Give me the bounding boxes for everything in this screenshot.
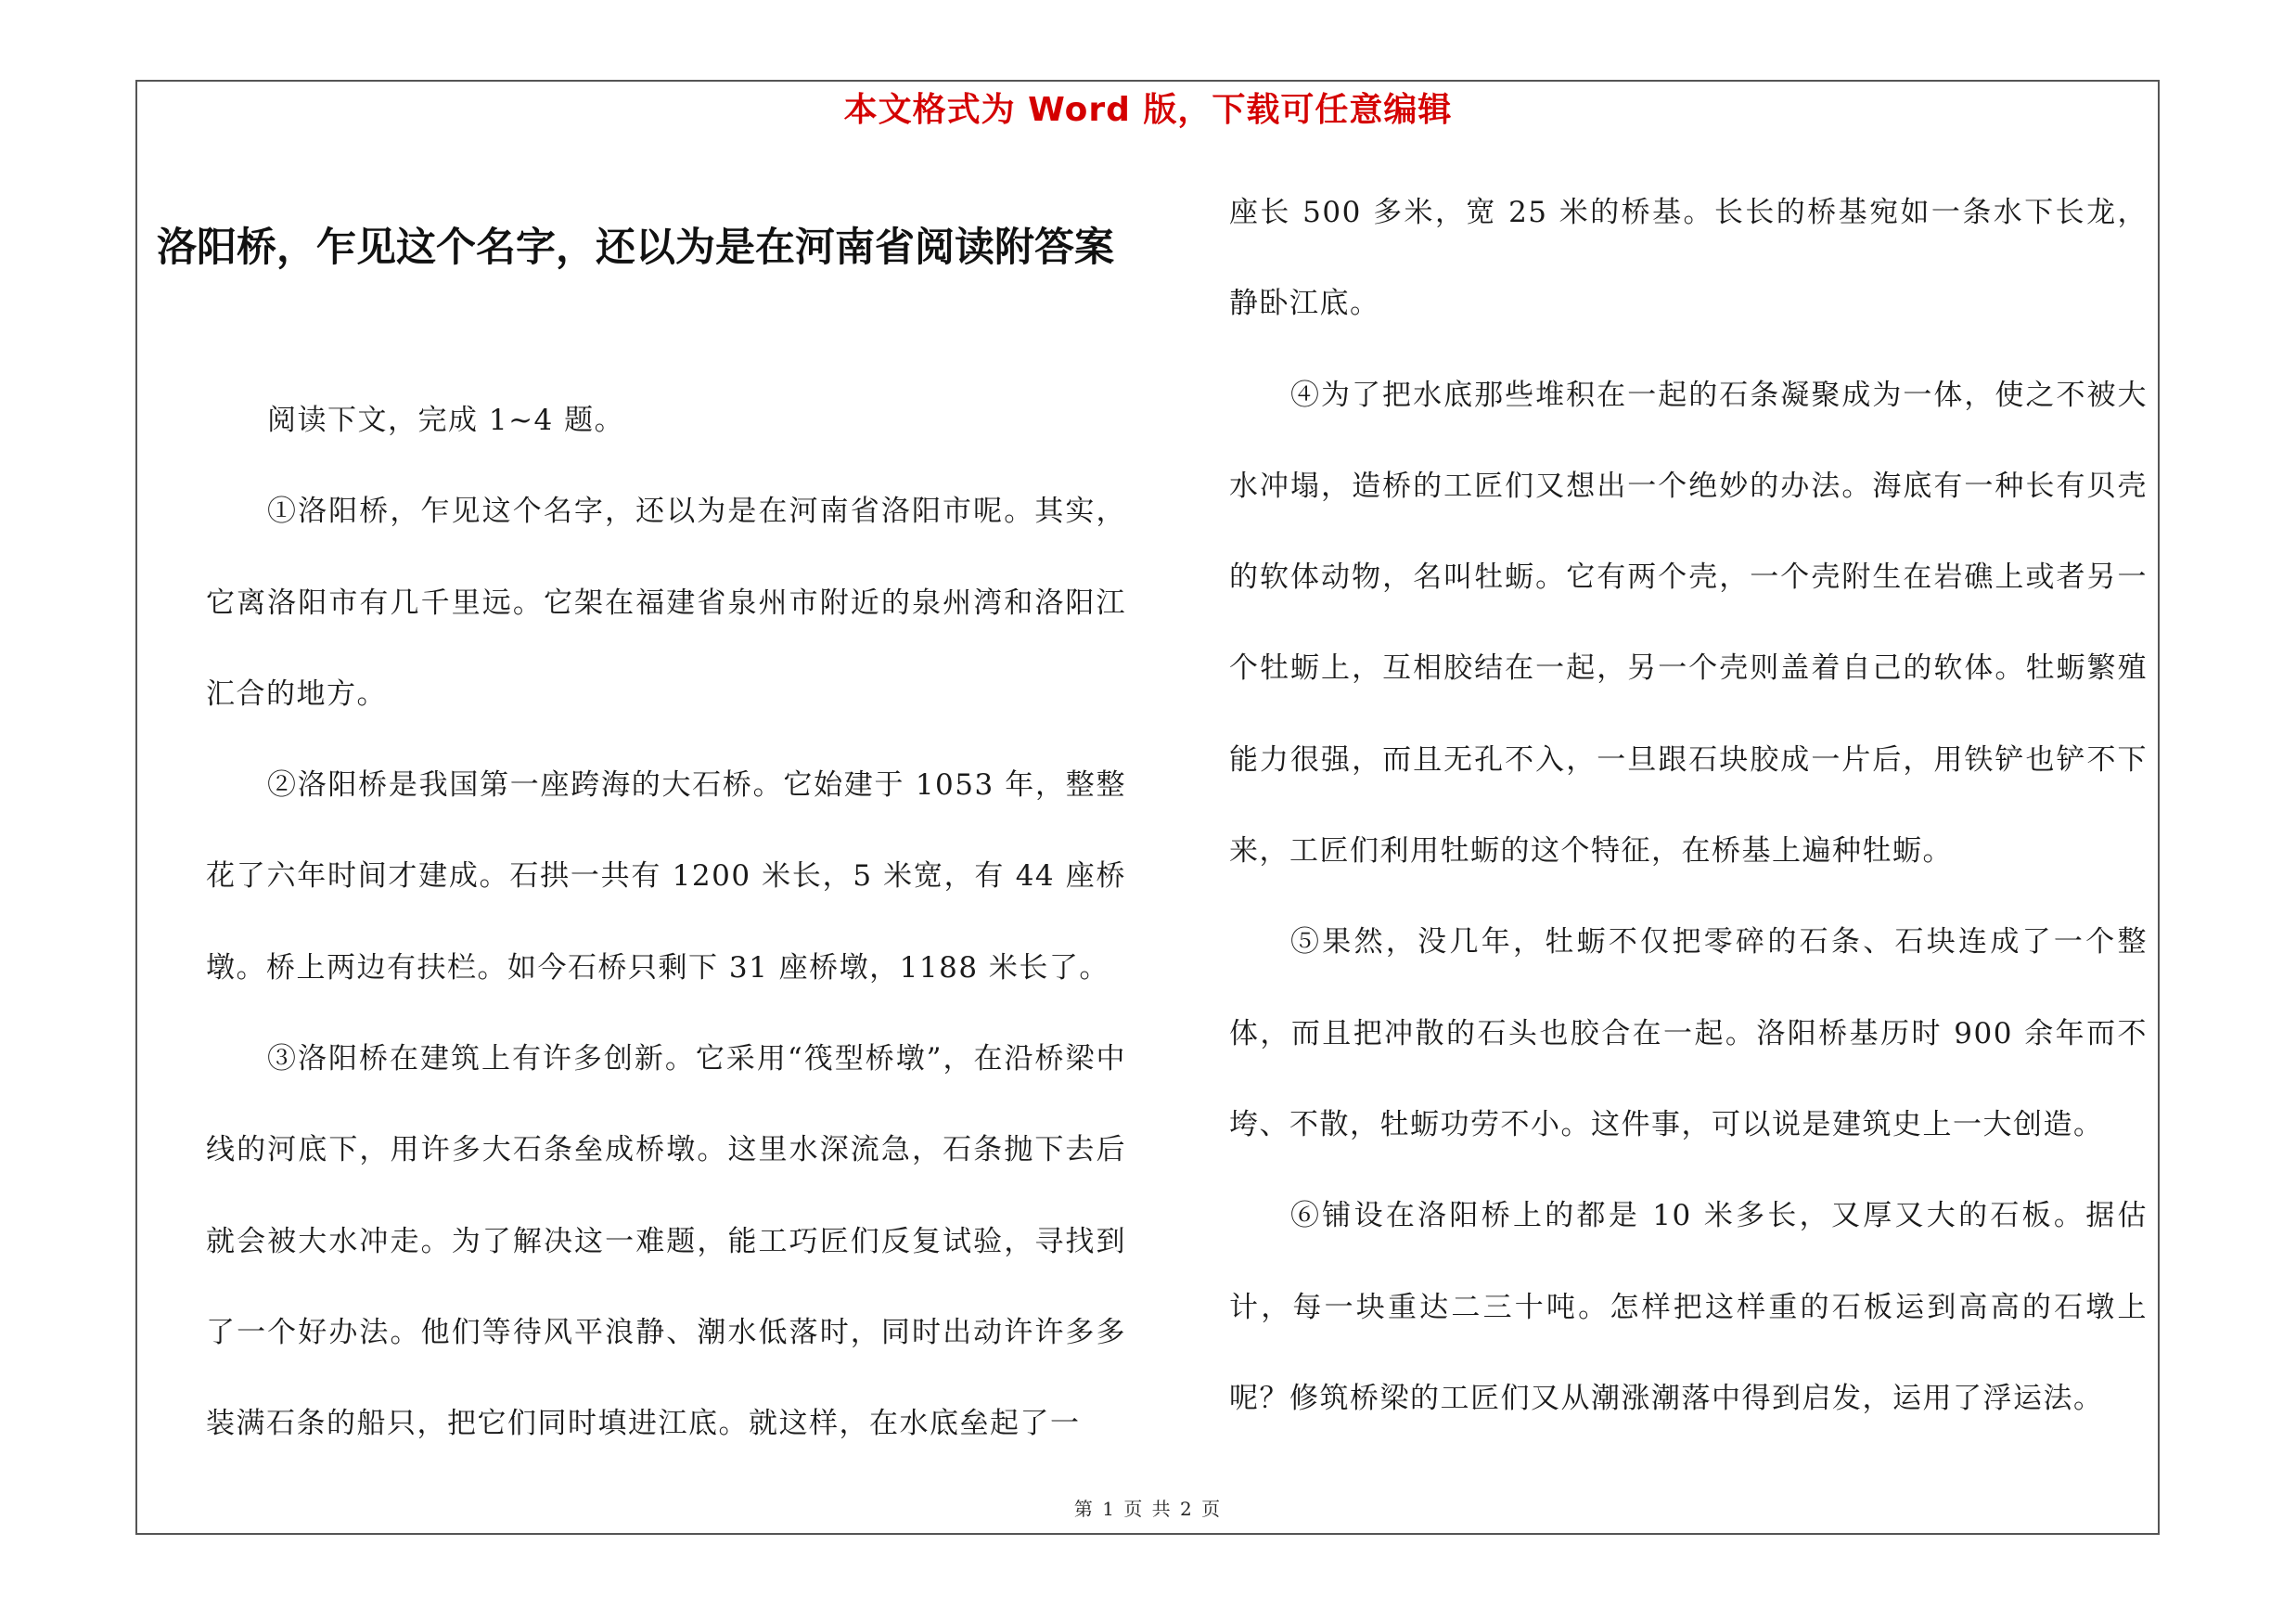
format-banner: 本文格式为 Word 版，下载可任意编辑	[843, 91, 1453, 129]
paragraph-3-continued: 座长 500 多米，宽 25 米的桥基。长长的桥基宛如一条水下长龙，静卧江底。	[1229, 196, 2148, 321]
instruction-paragraph: 阅读下文，完成 1~4 题。	[267, 404, 625, 437]
paragraph-2: ②洛阳桥是我国第一座跨海的大石桥。它始建于 1053 年，整整花了六年时间才建成。石拱一共有 1200 米长，5 米宽，有 44 座桥墩。桥上两边有扶栏。如今石桥只剩下 31 座桥墩，1188 米长了。	[206, 768, 1126, 985]
left-column	[206, 375, 1126, 1470]
paragraph-5: ⑤果然，没几年，牡蛎不仅把零碎的石条、石块连成了一个整体，而且把冲散的石头也胶合在一起。洛阳桥基历时 900 余年而不垮、不散，牡蛎功劳不小。这件事，可以说是建筑史上一大创造。	[1229, 925, 2148, 1141]
right-column	[1229, 167, 2148, 1444]
paragraph-3: ③洛阳桥在建筑上有许多创新。它采用“筏型桥墩”，在沿桥梁中线的河底下，用许多大石条垒成桥墩。这里水深流急，石条抛下去后就会被大水冲走。为了解决这一难题，能工巧匠们反复试验，寻找到了一个好办法。他们等待风平浪静、潮水低落时，同时出动许许多多装满石条的船只，把它们同时填进江底。就这样，在水底垒起了一	[206, 1042, 1126, 1441]
page-number: 第 1 页 共 2 页	[1073, 1498, 1223, 1520]
article-title: 洛阳桥，乍见这个名字，还以为是在河南省阅读附答案	[157, 225, 1114, 271]
paragraph-4: ④为了把水底那些堆积在一起的石条凝聚成为一体，使之不被大水冲塌，造桥的工匠们又想出一个绝妙的办法。海底有一种长有贝壳的软体动物，名叫牡蛎。它有两个壳，一个壳附生在岩礁上或者另一个牡蛎上，互相胶结在一起，另一个壳则盖着自己的软体。牡蛎繁殖能力很强，而且无孔不入，一旦跟石块胶成一片后，用铁铲也铲不下来，工匠们利用牡蛎的这个特征，在桥基上遍种牡蛎。	[1229, 378, 2148, 869]
paragraph-6: ⑥铺设在洛阳桥上的都是 10 米多长，又厚又大的石板。据估计，每一块重达二三十吨。怎样把这样重的石板运到高高的石墩上呢？修筑桥梁的工匠们又从潮涨潮落中得到启发，运用了浮运法。	[1229, 1199, 2148, 1415]
paragraph-1: ①洛阳桥，乍见这个名字，还以为是在河南省洛阳市呢。其实，它离洛阳市有几千里远。它架在福建省泉州市附近的泉州湾和洛阳江汇合的地方。	[206, 495, 1126, 711]
